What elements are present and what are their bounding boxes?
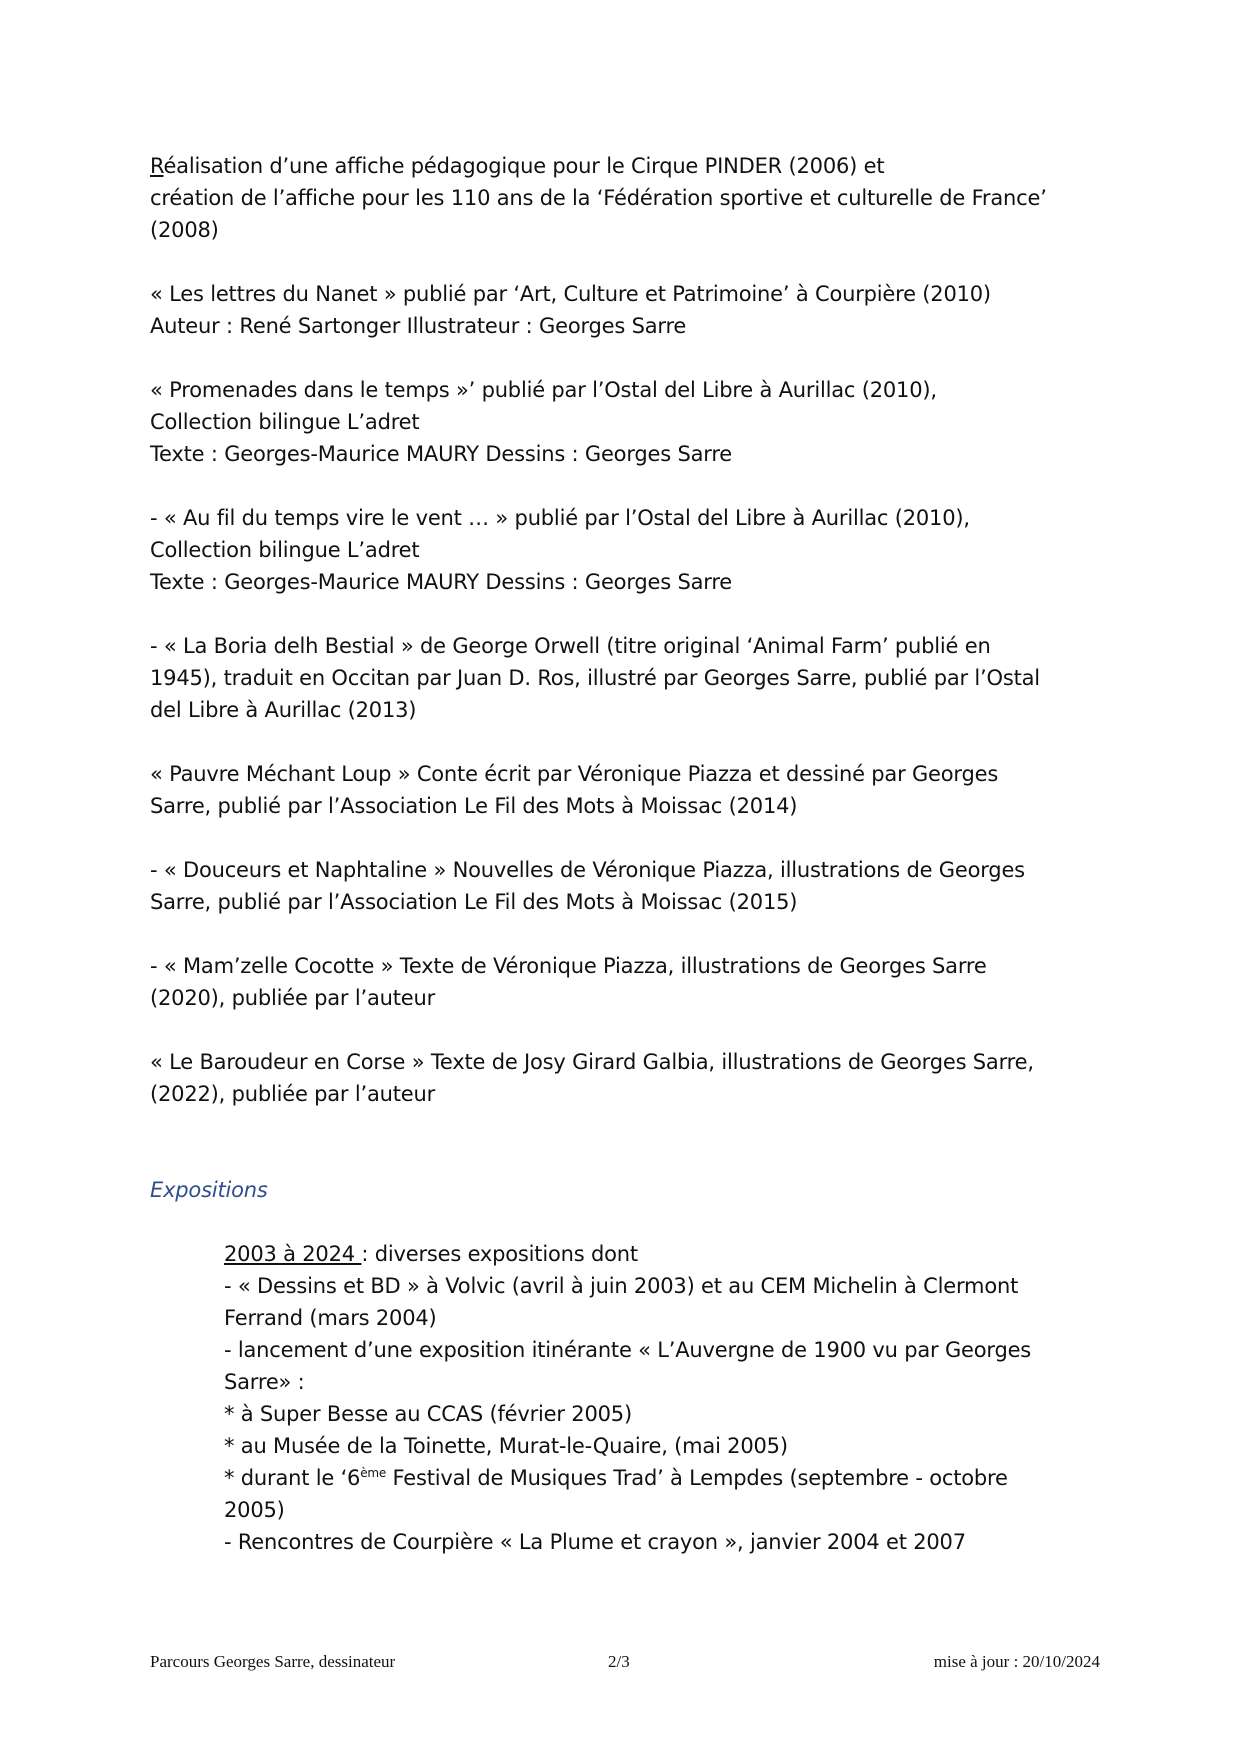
publication-entry bbox=[150, 854, 1100, 918]
document-body bbox=[150, 150, 1100, 1558]
publication-entry bbox=[150, 1046, 1100, 1110]
entry-line: - « La Boria delh Bestial » de George Orwell (titre original ‘Animal Farm’ publié en bbox=[150, 634, 991, 658]
expositions-heading: Expositions bbox=[150, 1178, 268, 1202]
entry-line: « Promenades dans le temps »’ publié par l’Ostal del Libre à Aurillac (2010), bbox=[150, 378, 937, 402]
exposition-line: - « Dessins et BD » à Volvic (avril à juin 2003) et au CEM Michelin à Clermont bbox=[224, 1274, 1019, 1298]
publication-entry bbox=[150, 278, 1100, 342]
publication-entry bbox=[150, 758, 1100, 822]
entry-line: - « Douceurs et Naphtaline » Nouvelles de Véronique Piazza, illustrations de Georges bbox=[150, 858, 1025, 882]
exposition-line: 2005) bbox=[224, 1498, 285, 1522]
entry-line: Collection bilingue L’adret bbox=[150, 538, 420, 562]
publication-entry bbox=[150, 374, 1100, 470]
festival-text-before: * durant le ‘6 bbox=[224, 1466, 361, 1490]
intro-line-1-text: éalisation d’une affiche pédagogique pour le Cirque PINDER (2006) et bbox=[163, 154, 885, 178]
entry-line: Texte : Georges-Maurice MAURY Dessins : Georges Sarre bbox=[150, 442, 733, 466]
entry-line: 1945), traduit en Occitan par Juan D. Ros, illustré par Georges Sarre, publié par l’Ostal bbox=[150, 666, 1040, 690]
exposition-line: * au Musée de la Toinette, Murat-le-Quaire, (mai 2005) bbox=[224, 1434, 788, 1458]
publication-entry bbox=[150, 630, 1100, 726]
entry-line: (2020), publiée par l’auteur bbox=[150, 986, 436, 1010]
expositions-period-line bbox=[224, 1238, 1100, 1270]
entry-line: - « Au fil du temps vire le vent … » publié par l’Ostal del Libre à Aurillac (2010), bbox=[150, 506, 970, 530]
exposition-festival-line bbox=[224, 1462, 1100, 1494]
exposition-line: - lancement d’une exposition itinérante « L’Auvergne de 1900 vu par Georges bbox=[224, 1338, 1032, 1362]
intro-paragraph bbox=[150, 150, 1100, 246]
intro-line-2: création de l’affiche pour les 110 ans de la ‘Fédération sportive et culturelle de France’ bbox=[150, 186, 1047, 210]
festival-text-after: Festival de Musiques Trad’ à Lempdes (septembre - octobre bbox=[386, 1466, 1008, 1490]
exposition-line: * à Super Besse au CCAS (février 2005) bbox=[224, 1402, 632, 1426]
entry-line: Sarre, publié par l’Association Le Fil des Mots à Moissac (2014) bbox=[150, 794, 798, 818]
entry-line: del Libre à Aurillac (2013) bbox=[150, 698, 417, 722]
entry-line: « Les lettres du Nanet » publié par ‘Art, Culture et Patrimoine’ à Courpière (2010) bbox=[150, 282, 991, 306]
expositions-period-text: : diverses expositions dont bbox=[361, 1242, 638, 1266]
entry-line: Auteur : René Sartonger Illustrateur : Georges Sarre bbox=[150, 314, 687, 338]
expositions-list bbox=[224, 1238, 1100, 1558]
festival-superscript: ème bbox=[360, 1466, 387, 1480]
entry-line: « Pauvre Méchant Loup » Conte écrit par Véronique Piazza et dessiné par Georges bbox=[150, 762, 999, 786]
footer-update-date: mise à jour : 20/10/2024 bbox=[933, 1652, 1100, 1671]
publication-entry bbox=[150, 502, 1100, 598]
expositions-period: 2003 à 2024 bbox=[224, 1242, 362, 1266]
entry-line: « Le Baroudeur en Corse » Texte de Josy Girard Galbia, illustrations de Georges Sarre, bbox=[150, 1050, 1034, 1074]
exposition-line: Sarre» : bbox=[224, 1370, 305, 1394]
intro-line-3: (2008) bbox=[150, 218, 219, 242]
intro-first-letter: R bbox=[150, 154, 164, 178]
entry-line: Collection bilingue L’adret bbox=[150, 410, 420, 434]
intro-line-1 bbox=[150, 150, 1100, 182]
exposition-line: Ferrand (mars 2004) bbox=[224, 1306, 437, 1330]
entry-line: Sarre, publié par l’Association Le Fil des Mots à Moissac (2015) bbox=[150, 890, 798, 914]
entry-line: (2022), publiée par l’auteur bbox=[150, 1082, 436, 1106]
entry-line: - « Mam’zelle Cocotte » Texte de Véronique Piazza, illustrations de Georges Sarre bbox=[150, 954, 987, 978]
footer-title: Parcours Georges Sarre, dessinateur bbox=[150, 1652, 396, 1671]
exposition-line: - Rencontres de Courpière « La Plume et crayon », janvier 2004 et 2007 bbox=[224, 1530, 966, 1554]
footer-page-number: 2/3 bbox=[608, 1652, 630, 1671]
publication-entry bbox=[150, 950, 1100, 1014]
entry-line: Texte : Georges-Maurice MAURY Dessins : Georges Sarre bbox=[150, 570, 733, 594]
